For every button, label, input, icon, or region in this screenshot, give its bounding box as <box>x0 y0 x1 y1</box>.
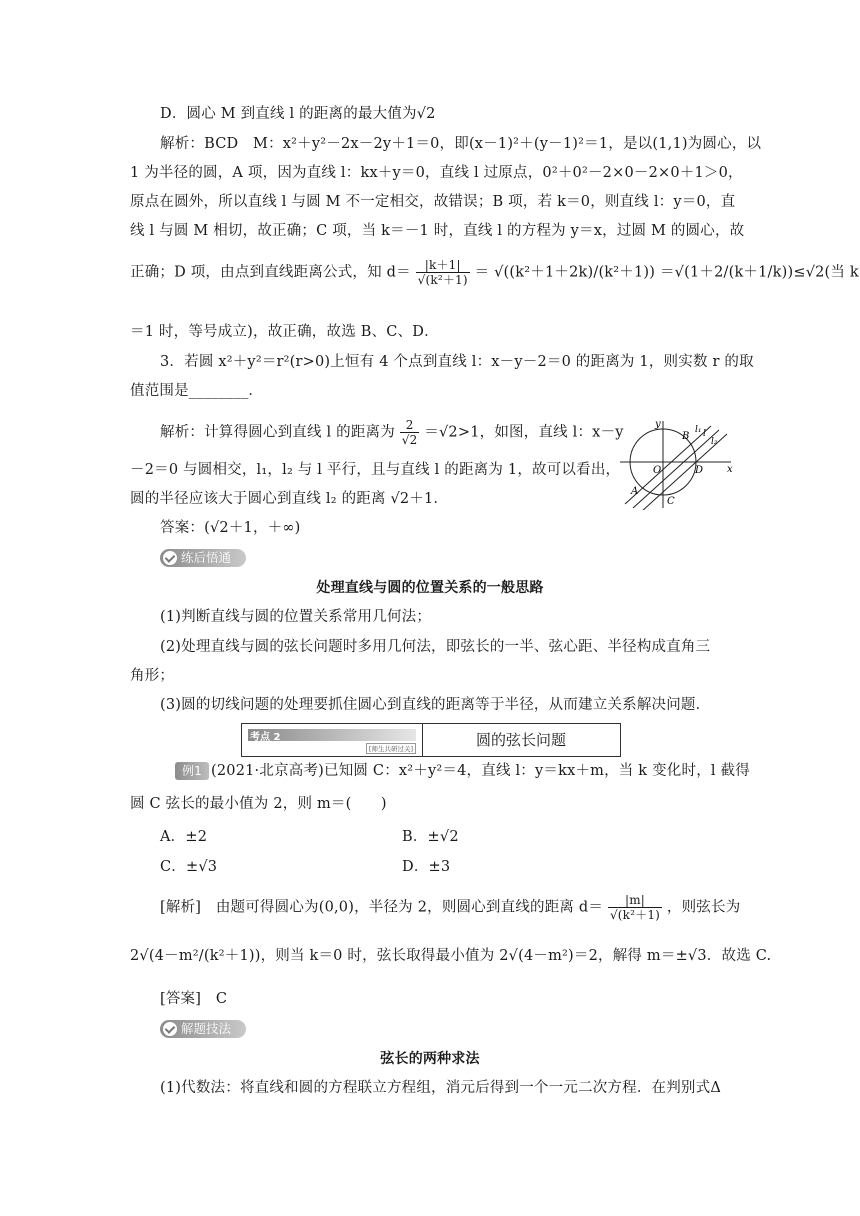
fraction-denominator: √2 <box>401 433 418 447</box>
formula-text: ＝√(1＋2/(k＋1/k))≤√2(当 k <box>659 264 859 281</box>
analysis-line: 原点在圆外，所以直线 l 与圆 M 不一定相交，故错误；B 项，若 k＝0，则直线 l：y＝0，直 <box>130 194 736 210</box>
circle-lines-figure <box>615 418 735 510</box>
section-tag-label: 解题技法 <box>181 1021 232 1036</box>
analysis-line: 1 为半径的圆，A 项，因为直线 l：kx＋y＝0，直线 l 过原点，0²＋0²－2×0－2×0＋1＞0， <box>130 165 743 181</box>
paragraph: (2)处理直线与圆的弦长问题时多用几何法，即弦长的一半、弦心距、半径构成直角三 <box>160 639 711 655</box>
solution-line <box>160 893 760 922</box>
fraction-numerator: |k＋1| <box>416 258 470 273</box>
fig-label: C <box>667 496 675 507</box>
topic-header-box <box>241 723 621 757</box>
fraction-numerator: |m| <box>608 893 662 908</box>
fig-label: l <box>703 429 706 439</box>
solution-line: 2√(4－m²/(k²＋1))，则当 k＝0 时，弦长取得最小值为 2√(4－m²)＝2，解得 m＝±√3．故选 C. <box>130 948 772 964</box>
option-b: B．±√2 <box>402 829 459 845</box>
paragraph: (3)圆的切线问题的处理要抓住圆心到直线的距离等于半径，从而建立关系解决问题． <box>160 697 711 713</box>
paragraph: (1)代数法：将直线和圆的方程联立方程组，消元后得到一个一元二次方程．在判别式Δ <box>160 1080 722 1096</box>
formula-text: [解析] 由题可得圆心为(0,0)，半径为 2，则圆心到直线的距离 d＝ <box>160 899 604 916</box>
topic-sublabel: [师生共研过关] <box>366 743 416 754</box>
fig-label: D <box>695 465 704 476</box>
question-3-blank: 值范围是________． <box>130 383 264 399</box>
fig-label: l₂ <box>711 437 718 447</box>
formula-text: ＝ <box>474 264 490 281</box>
fraction-denominator: √(k²＋1) <box>417 273 468 287</box>
example-line <box>175 761 750 781</box>
example-line: 圆 C 弦长的最小值为 2，则 m＝( ) <box>130 796 387 812</box>
formula-text: 正确；D 项，由点到直线距离公式，知 d＝ <box>130 264 411 281</box>
topic-label: 考点 2 <box>250 732 281 743</box>
section-tag-label: 练后悟通 <box>181 550 232 565</box>
check-icon <box>163 551 177 565</box>
fraction <box>400 418 420 447</box>
paragraph: 角形； <box>130 668 175 684</box>
fig-label: y <box>655 419 661 430</box>
analysis-line: 线 l 与圆 M 相切，故正确；C 项，当 k＝－1 时，直线 l 的方程为 y＝x，过圆 M 的圆心，故 <box>130 223 745 239</box>
section-tag <box>160 549 246 567</box>
fig-label: l₁ <box>695 425 702 435</box>
option-c: C．±√3 <box>160 859 218 875</box>
answer-line: [答案] C <box>160 991 228 1007</box>
analysis-line: 解析：BCD M：x²＋y²－2x－2y＋1＝0，即(x－1)²＋(y－1)²＝1，是以(1,1)为圆心，以 <box>160 136 762 152</box>
section-heading: 弦长的两种求法 <box>380 1051 480 1067</box>
option-d-text: D．圆心 M 到直线 l 的距离的最大值为√2 <box>160 106 436 122</box>
fig-label: A <box>631 486 639 497</box>
formula-text: 解析：计算得圆心到直线 l 的距离为 <box>160 424 395 441</box>
option-d: D．±3 <box>402 859 451 875</box>
fig-label: O <box>653 465 662 476</box>
paragraph: (1)判断直线与圆的位置关系常用几何法； <box>160 609 432 625</box>
formula-text: ，则弦长为 <box>666 899 741 916</box>
analysis-line: －2＝0 与圆相交，l₁，l₂ 与 l 平行，且与直线 l 的距离为 1，故可以看出， <box>130 462 621 478</box>
analysis-line: 圆的半径应该大于圆心到直线 l₂ 的距离 √2＋1． <box>130 491 449 507</box>
fraction <box>608 893 662 922</box>
topic-label-cell <box>242 724 423 756</box>
example-text: (2021·北京高考)已知圆 C：x²＋y²＝4，直线 l：y＝kx＋m，当 k 变化时，l 截得 <box>211 763 750 779</box>
fig-label: x <box>727 464 733 475</box>
section-tag <box>160 1020 246 1038</box>
check-icon <box>163 1022 177 1036</box>
answer-line: 答案：(√2＋1，＋∞) <box>160 520 301 536</box>
analysis-line: ＝1 时，等号成立)，故正确，故选 B、C、D． <box>130 324 439 340</box>
analysis-formula-line <box>130 258 859 287</box>
section-heading: 处理直线与圆的位置关系的一般思路 <box>316 580 544 596</box>
fraction-numerator: 2 <box>400 418 420 433</box>
example-badge: 例1 <box>175 762 209 780</box>
option-a: A．±2 <box>160 829 208 845</box>
formula-text: ＝√2>1，如图，直线 l：x－y <box>424 424 624 441</box>
question-3-text: 3．若圆 x²＋y²＝r²(r>0)上恒有 4 个点到直线 l：x－y－2＝0 的距离为 1，则实数 r 的取 <box>160 354 754 370</box>
fig-label: B <box>682 431 690 442</box>
fraction <box>416 258 470 287</box>
formula-text: √((k²＋1＋2k)/(k²＋1)) <box>494 264 656 281</box>
topic-title: 圆的弦长问题 <box>475 731 566 749</box>
line-l <box>633 430 719 508</box>
fraction-denominator: √(k²＋1) <box>609 908 661 922</box>
